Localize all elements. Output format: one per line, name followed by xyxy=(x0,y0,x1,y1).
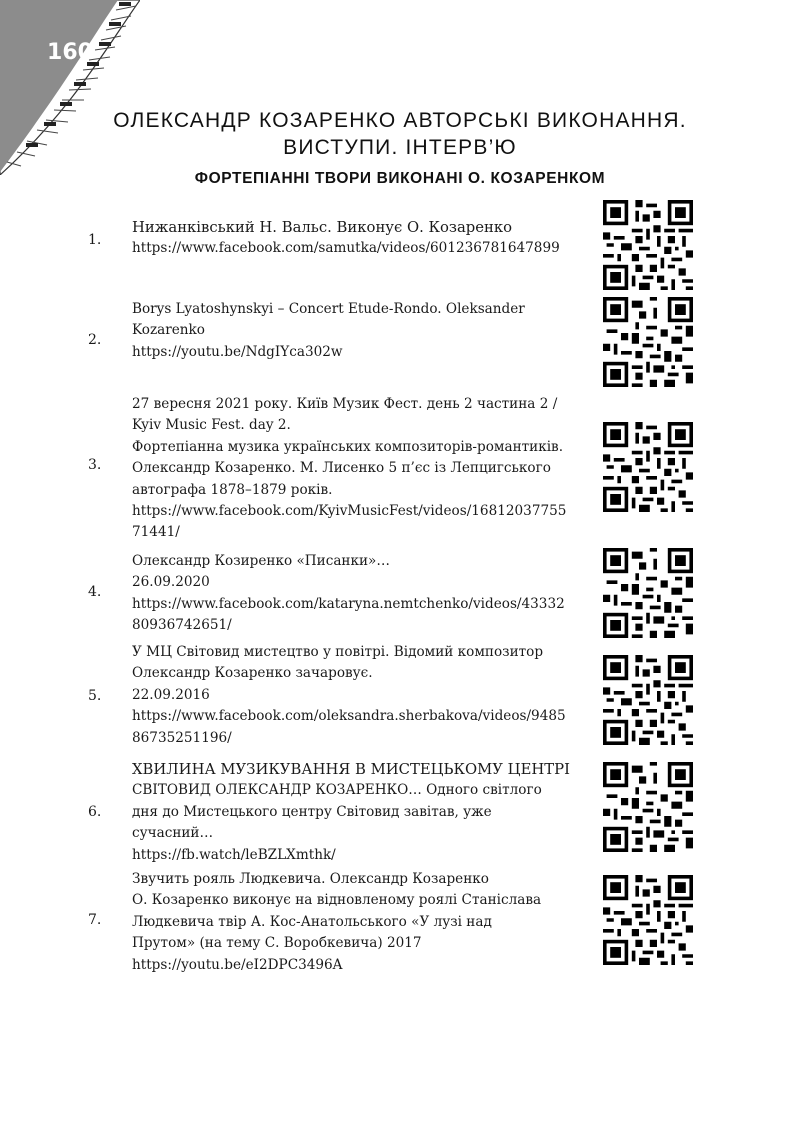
item-number: 3. xyxy=(88,457,102,473)
video-link[interactable]: https://www.facebook.com/samutka/videos/601236781647899 xyxy=(132,240,560,257)
video-link[interactable]: https://youtu.be/NdgIYca302w xyxy=(132,343,343,360)
qr-code-icon xyxy=(603,762,693,852)
entry-line: Людкевича твір А. Кос-Анатольського «У лузі над xyxy=(132,913,492,930)
item-text xyxy=(132,869,590,976)
item-number: 4. xyxy=(88,584,102,600)
entry-line: У МЦ Світовид мистецтво у повітрі. Відомий композитор xyxy=(132,644,544,660)
video-link[interactable]: https://www.facebook.com/kataryna.nemtchenko/videos/43332 xyxy=(132,595,565,612)
entry-line: 27 вересня 2021 року. Київ Музик Фест. день 2 частина 2 / xyxy=(132,396,558,412)
entry-line: автографа 1878–1879 років. xyxy=(132,481,333,498)
entry-line: сучасний… xyxy=(132,825,214,842)
item-number: 7. xyxy=(88,912,102,928)
qr-code-icon xyxy=(603,548,693,638)
entry-line: Олександр Козиренко «Писанки»… xyxy=(132,553,390,569)
entry-line: Прутом» (на тему С. Воробкевича) 2017 xyxy=(132,935,422,952)
item-number: 6. xyxy=(88,804,102,820)
video-link[interactable]: 86735251196/ xyxy=(132,729,232,746)
item-text xyxy=(132,642,590,749)
entry-line: Borys Lyatoshynskyi – Concert Etude-Rondo. Oleksander xyxy=(132,301,525,317)
page-title xyxy=(100,107,700,161)
item-text xyxy=(132,551,590,637)
item-number: 2. xyxy=(88,332,102,348)
entry-line: Kozarenko xyxy=(132,322,205,339)
entry-line: Олександр Козаренко. М. Лисенко 5 п’єс із Лепцигського xyxy=(132,460,551,477)
entry-line: Фортепіанна музика українських композиторів-романтиків. xyxy=(132,438,564,455)
entry-line: 22.09.2016 xyxy=(132,686,210,703)
entry-line: СВІТОВИД ОЛЕКСАНДР КОЗАРЕНКО… Одного світлого xyxy=(132,782,542,799)
title-line-2: ВИСТУПИ. ІНТЕРВ’Ю xyxy=(283,136,517,159)
video-link[interactable]: https://fb.watch/leBZLXmthk/ xyxy=(132,846,336,863)
qr-code-icon xyxy=(603,422,693,512)
page-number: 160 xyxy=(47,40,93,65)
item-text xyxy=(132,759,590,866)
entry-line: дня до Мистецького центру Світовид завітав, уже xyxy=(132,803,492,820)
item-text xyxy=(132,299,590,363)
qr-code-icon xyxy=(603,297,693,387)
entry-line: О. Козаренко виконує на відновленому роялі Станіслава xyxy=(132,892,542,909)
entry-line: ХВИЛИНА МУЗИКУВАННЯ В МИСТЕЦЬКОМУ ЦЕНТРІ xyxy=(132,761,570,778)
item-text xyxy=(132,394,590,544)
video-link[interactable]: 71441/ xyxy=(132,524,180,541)
title-line-1: ОЛЕКСАНДР КОЗАРЕНКО АВТОРСЬКІ ВИКОНАННЯ. xyxy=(113,109,687,132)
entry-line: Звучить рояль Людкевича. Олександр Козаренко xyxy=(132,871,489,887)
entry-line: Олександр Козаренко зачаровує. xyxy=(132,665,373,682)
item-number: 5. xyxy=(88,688,102,704)
video-link[interactable]: https://www.facebook.com/KyivMusicFest/videos/16812037755 xyxy=(132,503,567,520)
qr-code-icon xyxy=(603,200,693,290)
item-text xyxy=(132,217,590,260)
video-link[interactable]: https://youtu.be/eI2DPC3496A xyxy=(132,956,343,973)
video-link[interactable]: https://www.facebook.com/oleksandra.sherbakova/videos/9485 xyxy=(132,708,566,725)
entry-line: 26.09.2020 xyxy=(132,574,210,591)
qr-code-icon xyxy=(603,655,693,745)
entry-line: Нижанківський Н. Вальс. Виконує О. Козаренко xyxy=(132,219,513,236)
section-subtitle: ФОРТЕПІАННІ ТВОРИ ВИКОНАНІ О. КОЗАРЕНКОМ xyxy=(194,170,606,187)
video-link[interactable]: 80936742651/ xyxy=(132,617,232,634)
entry-line: Kyiv Music Fest. day 2. xyxy=(132,417,291,434)
item-number: 1. xyxy=(88,232,102,248)
qr-code-icon xyxy=(603,875,693,965)
